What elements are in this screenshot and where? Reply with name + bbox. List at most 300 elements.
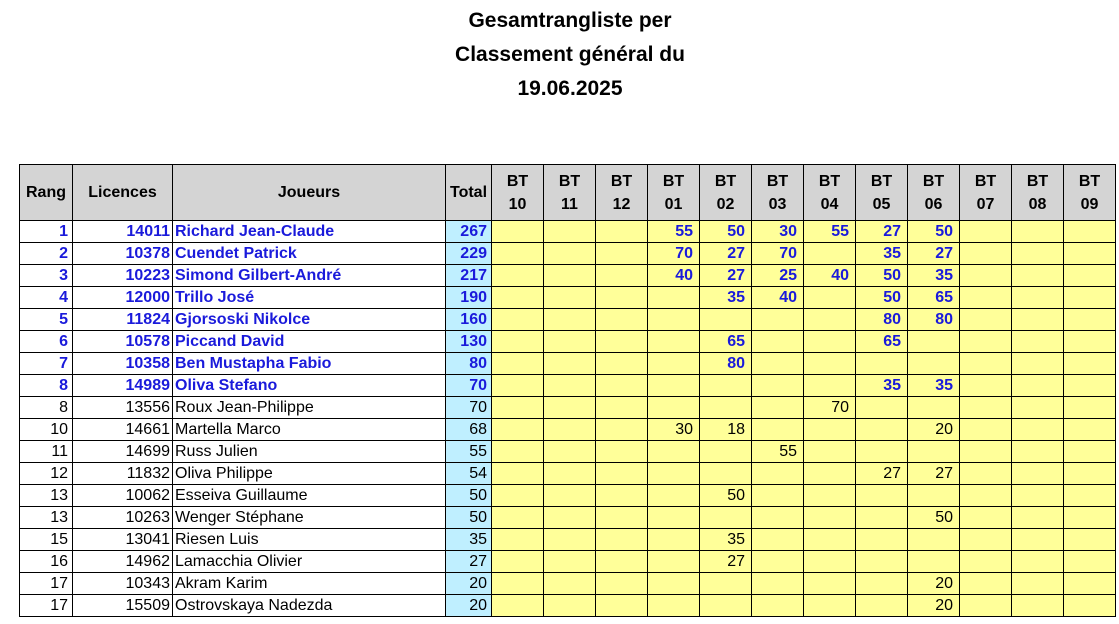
score-cell-bt-12 [596, 419, 648, 441]
score-cell-bt-03 [752, 507, 804, 529]
score-cell-bt-12 [596, 507, 648, 529]
table-row [20, 309, 1116, 331]
rank-cell: 1 [20, 221, 73, 243]
score-cell-bt-11 [544, 397, 596, 419]
rank-cell: 8 [20, 375, 73, 397]
player-name-cell: Akram Karim [173, 573, 446, 595]
score-cell-bt-08 [1012, 331, 1064, 353]
score-cell-bt-12 [596, 221, 648, 243]
score-cell-bt-10 [492, 441, 544, 463]
table-row [20, 243, 1116, 265]
rank-cell: 13 [20, 485, 73, 507]
header-bt-number: 03 [768, 195, 787, 213]
score-cell-bt-01 [648, 309, 700, 331]
table-row [20, 573, 1116, 595]
player-name-cell: Lamacchia Olivier [173, 551, 446, 573]
header-bt-label: BT [662, 172, 685, 190]
score-cell-bt-09 [1064, 265, 1116, 287]
score-cell-bt-05 [856, 485, 908, 507]
player-name-cell: Gjorsoski Nikolce [173, 309, 446, 331]
header-bt-number: 07 [976, 195, 995, 213]
header-bt-label: BT [610, 172, 633, 190]
licence-cell: 14962 [73, 551, 173, 573]
score-cell-bt-10 [492, 221, 544, 243]
score-cell-bt-08 [1012, 287, 1064, 309]
score-cell-bt-03 [752, 375, 804, 397]
total-cell: 55 [446, 441, 492, 463]
header-bt-number: 01 [664, 195, 683, 213]
licence-cell: 14989 [73, 375, 173, 397]
header-bt-label: BT [506, 172, 529, 190]
score-cell-bt-10 [492, 419, 544, 441]
score-cell-bt-05: 27 [856, 463, 908, 485]
player-name-cell: Riesen Luis [173, 529, 446, 551]
score-cell-bt-06: 20 [908, 419, 960, 441]
score-cell-bt-12 [596, 595, 648, 617]
total-cell: 229 [446, 243, 492, 265]
score-cell-bt-03: 40 [752, 287, 804, 309]
licence-cell: 10263 [73, 507, 173, 529]
score-cell-bt-02: 65 [700, 331, 752, 353]
page-title [0, 4, 1119, 106]
score-cell-bt-06: 50 [908, 507, 960, 529]
score-cell-bt-09 [1064, 287, 1116, 309]
header-bt-number: 02 [716, 195, 735, 213]
score-cell-bt-07 [960, 397, 1012, 419]
licence-cell: 10223 [73, 265, 173, 287]
table-row [20, 375, 1116, 397]
player-name-cell: Martella Marco [173, 419, 446, 441]
score-cell-bt-01 [648, 397, 700, 419]
score-cell-bt-03 [752, 529, 804, 551]
score-cell-bt-12 [596, 529, 648, 551]
score-cell-bt-02 [700, 309, 752, 331]
score-cell-bt-07 [960, 419, 1012, 441]
score-cell-bt-07 [960, 573, 1012, 595]
score-cell-bt-10 [492, 375, 544, 397]
header-bt-number: 05 [872, 195, 891, 213]
score-cell-bt-02 [700, 441, 752, 463]
score-cell-bt-05 [856, 551, 908, 573]
total-cell: 20 [446, 573, 492, 595]
licence-cell: 14661 [73, 419, 173, 441]
score-cell-bt-05: 27 [856, 221, 908, 243]
table-row [20, 507, 1116, 529]
score-cell-bt-11 [544, 243, 596, 265]
score-cell-bt-10 [492, 287, 544, 309]
score-cell-bt-09 [1064, 243, 1116, 265]
score-cell-bt-01 [648, 529, 700, 551]
score-cell-bt-02: 18 [700, 419, 752, 441]
score-cell-bt-09 [1064, 507, 1116, 529]
score-cell-bt-05: 50 [856, 287, 908, 309]
licence-cell: 14699 [73, 441, 173, 463]
table-row [20, 287, 1116, 309]
score-cell-bt-07 [960, 265, 1012, 287]
score-cell-bt-12 [596, 441, 648, 463]
score-cell-bt-04: 40 [804, 265, 856, 287]
score-cell-bt-12 [596, 287, 648, 309]
licence-cell: 10578 [73, 331, 173, 353]
player-name-cell: Russ Julien [173, 441, 446, 463]
score-cell-bt-06: 80 [908, 309, 960, 331]
score-cell-bt-08 [1012, 595, 1064, 617]
score-cell-bt-08 [1012, 353, 1064, 375]
score-cell-bt-06 [908, 551, 960, 573]
player-name-cell: Ben Mustapha Fabio [173, 353, 446, 375]
header-bt-05 [856, 165, 908, 221]
score-cell-bt-08 [1012, 309, 1064, 331]
rank-cell: 13 [20, 507, 73, 529]
score-cell-bt-08 [1012, 441, 1064, 463]
licence-cell: 11824 [73, 309, 173, 331]
score-cell-bt-04 [804, 441, 856, 463]
score-cell-bt-12 [596, 331, 648, 353]
score-cell-bt-07 [960, 331, 1012, 353]
rank-cell: 4 [20, 287, 73, 309]
header-bt-number: 04 [820, 195, 839, 213]
score-cell-bt-05: 35 [856, 375, 908, 397]
score-cell-bt-02 [700, 507, 752, 529]
score-cell-bt-04 [804, 375, 856, 397]
header-rang: Rang [20, 165, 73, 221]
score-cell-bt-08 [1012, 463, 1064, 485]
score-cell-bt-08 [1012, 375, 1064, 397]
player-name-cell: Wenger Stéphane [173, 507, 446, 529]
score-cell-bt-05 [856, 529, 908, 551]
ranking-table-wrapper [19, 164, 1116, 617]
score-cell-bt-09 [1064, 397, 1116, 419]
score-cell-bt-03 [752, 353, 804, 375]
score-cell-bt-01 [648, 375, 700, 397]
score-cell-bt-04 [804, 507, 856, 529]
score-cell-bt-04 [804, 353, 856, 375]
score-cell-bt-03 [752, 573, 804, 595]
player-name-cell: Simond Gilbert-André [173, 265, 446, 287]
score-cell-bt-11 [544, 485, 596, 507]
score-cell-bt-02: 27 [700, 243, 752, 265]
score-cell-bt-02 [700, 573, 752, 595]
score-cell-bt-03 [752, 463, 804, 485]
score-cell-bt-06: 27 [908, 243, 960, 265]
score-cell-bt-02 [700, 397, 752, 419]
total-cell: 80 [446, 353, 492, 375]
score-cell-bt-11 [544, 463, 596, 485]
header-bt-12 [596, 165, 648, 221]
score-cell-bt-04 [804, 331, 856, 353]
score-cell-bt-01 [648, 573, 700, 595]
score-cell-bt-07 [960, 551, 1012, 573]
score-cell-bt-03: 55 [752, 441, 804, 463]
total-cell: 190 [446, 287, 492, 309]
score-cell-bt-08 [1012, 507, 1064, 529]
total-cell: 267 [446, 221, 492, 243]
score-cell-bt-01 [648, 353, 700, 375]
score-cell-bt-02 [700, 463, 752, 485]
score-cell-bt-09 [1064, 595, 1116, 617]
total-cell: 160 [446, 309, 492, 331]
total-cell: 20 [446, 595, 492, 617]
header-bt-label: BT [870, 172, 893, 190]
score-cell-bt-06: 65 [908, 287, 960, 309]
score-cell-bt-09 [1064, 375, 1116, 397]
score-cell-bt-01 [648, 551, 700, 573]
score-cell-bt-04 [804, 529, 856, 551]
table-header-row [20, 165, 1116, 221]
rank-cell: 8 [20, 397, 73, 419]
score-cell-bt-12 [596, 463, 648, 485]
score-cell-bt-04 [804, 551, 856, 573]
rank-cell: 6 [20, 331, 73, 353]
rank-cell: 15 [20, 529, 73, 551]
score-cell-bt-01: 55 [648, 221, 700, 243]
score-cell-bt-03: 70 [752, 243, 804, 265]
rank-cell: 2 [20, 243, 73, 265]
score-cell-bt-02 [700, 375, 752, 397]
header-bt-label: BT [974, 172, 997, 190]
score-cell-bt-10 [492, 551, 544, 573]
rank-cell: 11 [20, 441, 73, 463]
header-bt-03 [752, 165, 804, 221]
player-name-cell: Roux Jean-Philippe [173, 397, 446, 419]
title-line-3: 19.06.2025 [517, 77, 623, 100]
score-cell-bt-10 [492, 485, 544, 507]
score-cell-bt-09 [1064, 441, 1116, 463]
header-bt-number: 08 [1028, 195, 1047, 213]
licence-cell: 13556 [73, 397, 173, 419]
score-cell-bt-06 [908, 529, 960, 551]
score-cell-bt-12 [596, 375, 648, 397]
score-cell-bt-11 [544, 309, 596, 331]
score-cell-bt-03 [752, 595, 804, 617]
score-cell-bt-06: 27 [908, 463, 960, 485]
score-cell-bt-02: 50 [700, 221, 752, 243]
header-bt-07 [960, 165, 1012, 221]
score-cell-bt-06 [908, 353, 960, 375]
score-cell-bt-04: 70 [804, 397, 856, 419]
score-cell-bt-01 [648, 507, 700, 529]
score-cell-bt-05 [856, 419, 908, 441]
licence-cell: 10358 [73, 353, 173, 375]
licence-cell: 10062 [73, 485, 173, 507]
score-cell-bt-07 [960, 529, 1012, 551]
score-cell-bt-07 [960, 375, 1012, 397]
score-cell-bt-09 [1064, 463, 1116, 485]
score-cell-bt-07 [960, 221, 1012, 243]
score-cell-bt-05 [856, 507, 908, 529]
score-cell-bt-04 [804, 243, 856, 265]
header-bt-02 [700, 165, 752, 221]
score-cell-bt-12 [596, 397, 648, 419]
score-cell-bt-05 [856, 573, 908, 595]
score-cell-bt-09 [1064, 485, 1116, 507]
score-cell-bt-11 [544, 265, 596, 287]
score-cell-bt-10 [492, 529, 544, 551]
table-row [20, 353, 1116, 375]
table-row [20, 529, 1116, 551]
header-licences: Licences [73, 165, 173, 221]
score-cell-bt-05 [856, 353, 908, 375]
score-cell-bt-02: 50 [700, 485, 752, 507]
total-cell: 130 [446, 331, 492, 353]
rank-cell: 17 [20, 595, 73, 617]
player-name-cell: Oliva Stefano [173, 375, 446, 397]
score-cell-bt-11 [544, 573, 596, 595]
score-cell-bt-01 [648, 287, 700, 309]
header-bt-number: 11 [561, 195, 578, 213]
score-cell-bt-12 [596, 573, 648, 595]
score-cell-bt-10 [492, 595, 544, 617]
score-cell-bt-10 [492, 397, 544, 419]
total-cell: 50 [446, 507, 492, 529]
score-cell-bt-07 [960, 243, 1012, 265]
score-cell-bt-09 [1064, 529, 1116, 551]
table-body [20, 221, 1116, 617]
score-cell-bt-05 [856, 397, 908, 419]
score-cell-bt-04 [804, 419, 856, 441]
score-cell-bt-03 [752, 397, 804, 419]
score-cell-bt-02 [700, 595, 752, 617]
score-cell-bt-07 [960, 595, 1012, 617]
score-cell-bt-01 [648, 463, 700, 485]
header-bt-label: BT [1078, 172, 1101, 190]
licence-cell: 10378 [73, 243, 173, 265]
player-name-cell: Oliva Philippe [173, 463, 446, 485]
rank-cell: 10 [20, 419, 73, 441]
header-bt-06 [908, 165, 960, 221]
score-cell-bt-06 [908, 441, 960, 463]
score-cell-bt-11 [544, 419, 596, 441]
score-cell-bt-12 [596, 353, 648, 375]
score-cell-bt-04 [804, 287, 856, 309]
score-cell-bt-09 [1064, 573, 1116, 595]
score-cell-bt-08 [1012, 485, 1064, 507]
header-joueurs: Joueurs [173, 165, 446, 221]
score-cell-bt-01 [648, 331, 700, 353]
total-cell: 50 [446, 485, 492, 507]
header-bt-number: 06 [924, 195, 943, 213]
licence-cell: 15509 [73, 595, 173, 617]
header-bt-10 [492, 165, 544, 221]
score-cell-bt-09 [1064, 309, 1116, 331]
score-cell-bt-02: 27 [700, 265, 752, 287]
score-cell-bt-09 [1064, 331, 1116, 353]
rank-cell: 16 [20, 551, 73, 573]
score-cell-bt-01: 70 [648, 243, 700, 265]
score-cell-bt-03: 30 [752, 221, 804, 243]
score-cell-bt-09 [1064, 551, 1116, 573]
score-cell-bt-10 [492, 243, 544, 265]
header-bt-09 [1064, 165, 1116, 221]
header-bt-04 [804, 165, 856, 221]
score-cell-bt-04 [804, 485, 856, 507]
score-cell-bt-03 [752, 331, 804, 353]
score-cell-bt-12 [596, 485, 648, 507]
score-cell-bt-06 [908, 331, 960, 353]
player-name-cell: Ostrovskaya Nadezda [173, 595, 446, 617]
score-cell-bt-07 [960, 353, 1012, 375]
score-cell-bt-10 [492, 573, 544, 595]
score-cell-bt-09 [1064, 419, 1116, 441]
score-cell-bt-01 [648, 441, 700, 463]
table-row [20, 551, 1116, 573]
header-bt-label: BT [766, 172, 789, 190]
score-cell-bt-03: 25 [752, 265, 804, 287]
score-cell-bt-01 [648, 595, 700, 617]
score-cell-bt-05: 65 [856, 331, 908, 353]
score-cell-bt-02: 27 [700, 551, 752, 573]
table-row [20, 485, 1116, 507]
score-cell-bt-07 [960, 287, 1012, 309]
score-cell-bt-11 [544, 221, 596, 243]
score-cell-bt-05 [856, 441, 908, 463]
table-row [20, 595, 1116, 617]
total-cell: 70 [446, 375, 492, 397]
licence-cell: 11832 [73, 463, 173, 485]
score-cell-bt-06: 50 [908, 221, 960, 243]
score-cell-bt-11 [544, 375, 596, 397]
score-cell-bt-07 [960, 309, 1012, 331]
score-cell-bt-11 [544, 529, 596, 551]
player-name-cell: Esseiva Guillaume [173, 485, 446, 507]
total-cell: 68 [446, 419, 492, 441]
rank-cell: 7 [20, 353, 73, 375]
score-cell-bt-04 [804, 595, 856, 617]
score-cell-bt-04 [804, 463, 856, 485]
score-cell-bt-10 [492, 265, 544, 287]
score-cell-bt-06: 20 [908, 595, 960, 617]
score-cell-bt-02: 35 [700, 529, 752, 551]
score-cell-bt-08 [1012, 221, 1064, 243]
header-bt-number: 09 [1080, 195, 1099, 213]
title-line-2: Classement général du [455, 43, 685, 66]
licence-cell: 14011 [73, 221, 173, 243]
header-bt-11 [544, 165, 596, 221]
score-cell-bt-06: 35 [908, 375, 960, 397]
score-cell-bt-08 [1012, 573, 1064, 595]
score-cell-bt-11 [544, 353, 596, 375]
score-cell-bt-05: 80 [856, 309, 908, 331]
score-cell-bt-10 [492, 309, 544, 331]
score-cell-bt-08 [1012, 243, 1064, 265]
score-cell-bt-11 [544, 287, 596, 309]
table-row [20, 331, 1116, 353]
score-cell-bt-08 [1012, 397, 1064, 419]
score-cell-bt-08 [1012, 529, 1064, 551]
score-cell-bt-12 [596, 309, 648, 331]
table-row [20, 265, 1116, 287]
score-cell-bt-05: 35 [856, 243, 908, 265]
header-bt-label: BT [818, 172, 841, 190]
rank-cell: 5 [20, 309, 73, 331]
score-cell-bt-03 [752, 551, 804, 573]
player-name-cell: Trillo José [173, 287, 446, 309]
header-total: Total [446, 165, 492, 221]
header-bt-01 [648, 165, 700, 221]
score-cell-bt-12 [596, 551, 648, 573]
score-cell-bt-07 [960, 507, 1012, 529]
table-row [20, 221, 1116, 243]
score-cell-bt-09 [1064, 221, 1116, 243]
total-cell: 70 [446, 397, 492, 419]
score-cell-bt-07 [960, 441, 1012, 463]
player-name-cell: Piccand David [173, 331, 446, 353]
score-cell-bt-08 [1012, 419, 1064, 441]
score-cell-bt-12 [596, 243, 648, 265]
score-cell-bt-03 [752, 485, 804, 507]
score-cell-bt-02: 80 [700, 353, 752, 375]
score-cell-bt-04 [804, 573, 856, 595]
